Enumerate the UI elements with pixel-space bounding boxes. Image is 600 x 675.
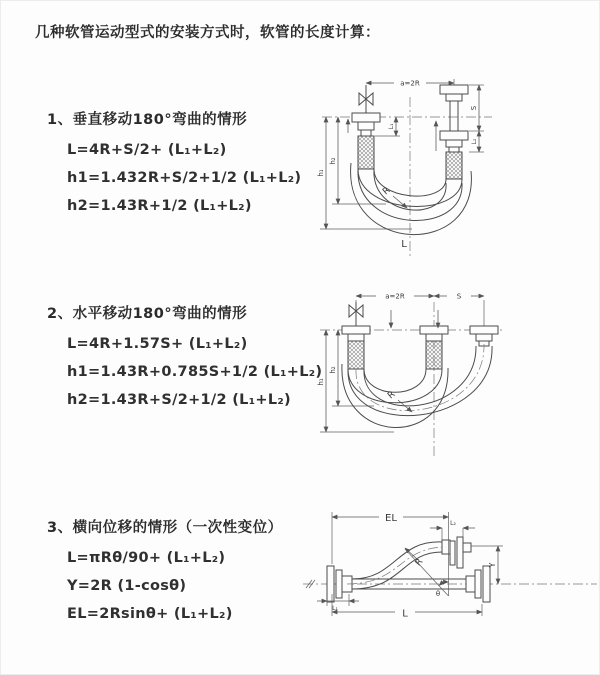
formula-line: h2=1.43R+1/2 (L₁+L₂) [67,198,252,214]
label-radius: R [386,389,398,402]
valve-icon [359,85,373,113]
diagram-lateral-displacement [299,504,600,644]
centerlines [320,302,502,456]
angle-label-theta: θ [435,590,441,598]
formula-line: L=πRθ/90+ (L₁+L₂) [67,550,226,566]
formula-line: Y=2R (1-cosθ) [67,578,187,594]
middle-pipe-assembly [420,326,448,369]
right-pipe-assembly [470,326,498,346]
diagram-vertical-180-bend [314,69,600,264]
movement-arrows [391,310,438,328]
dim-label-l1: L₁ [388,123,395,130]
section-3-heading: 3、横向位移的情形（一次性变位） [47,520,283,536]
label-total-length: L [401,239,407,250]
label-radius: R [413,557,426,569]
section-vertical-movement [47,108,301,222]
hose-s-curve [347,542,446,589]
upper-flange-displaced-position [442,537,471,568]
formula-line: h2=1.43R+S/2+1/2 (L₁+L₂) [67,392,291,408]
section-horizontal-movement [47,302,322,416]
dim-label-s: S [456,292,462,301]
dim-label-l2: L₂ [450,520,456,527]
dim-label-l1: L₁ [332,605,338,612]
valve-icon [349,302,363,326]
label-radius: R [381,185,393,198]
dim-label-a2r: a=2R [400,79,420,88]
dimension-l2 [469,131,484,152]
section-lateral-displacement [47,516,283,630]
dim-label-s: S [470,105,478,111]
section-1-heading: 1、垂直移动180°弯曲的情形 [47,112,248,128]
right-pipe-assembly [436,85,468,179]
left-pipe-assembly [348,113,380,169]
angle-theta [405,549,449,598]
dim-label-l2: L₂ [471,138,478,145]
formula-line: L=4R+S/2+ (L₁+L₂) [67,142,227,158]
dimension-s [469,85,484,131]
left-pipe-assembly [342,326,370,369]
dimension-l2 [430,520,475,540]
dim-label-h2: h₂ [329,366,337,374]
dim-label-h2: h₂ [329,157,337,165]
dimension-s [434,293,484,301]
page-title: 几种软管运动型式的安装方式时，软管的长度计算： [35,25,380,41]
diagram-horizontal-180-bend [314,284,600,469]
formula-line: L=4R+1.57S+ (L₁+L₂) [67,336,248,352]
formula-line: h1=1.432R+S/2+1/2 (L₁+L₂) [67,170,302,186]
dim-label-l: L [402,608,408,620]
dim-label-el: EL [385,513,397,524]
dimension-a-2r [356,293,484,327]
dim-label-h1: h₁ [317,378,325,386]
dim-label-h1: h₁ [317,169,325,177]
dimension-l [332,594,482,620]
formula-line: EL=2Rsinθ+ (L₁+L₂) [67,606,233,622]
section-2-heading: 2、水平移动180°弯曲的情形 [47,306,248,322]
dim-label-a2r: a=2R [385,292,405,301]
formula-line: h1=1.43R+0.785S+1/2 (L₁+L₂) [67,364,323,380]
dim-label-y: Y [488,562,497,568]
